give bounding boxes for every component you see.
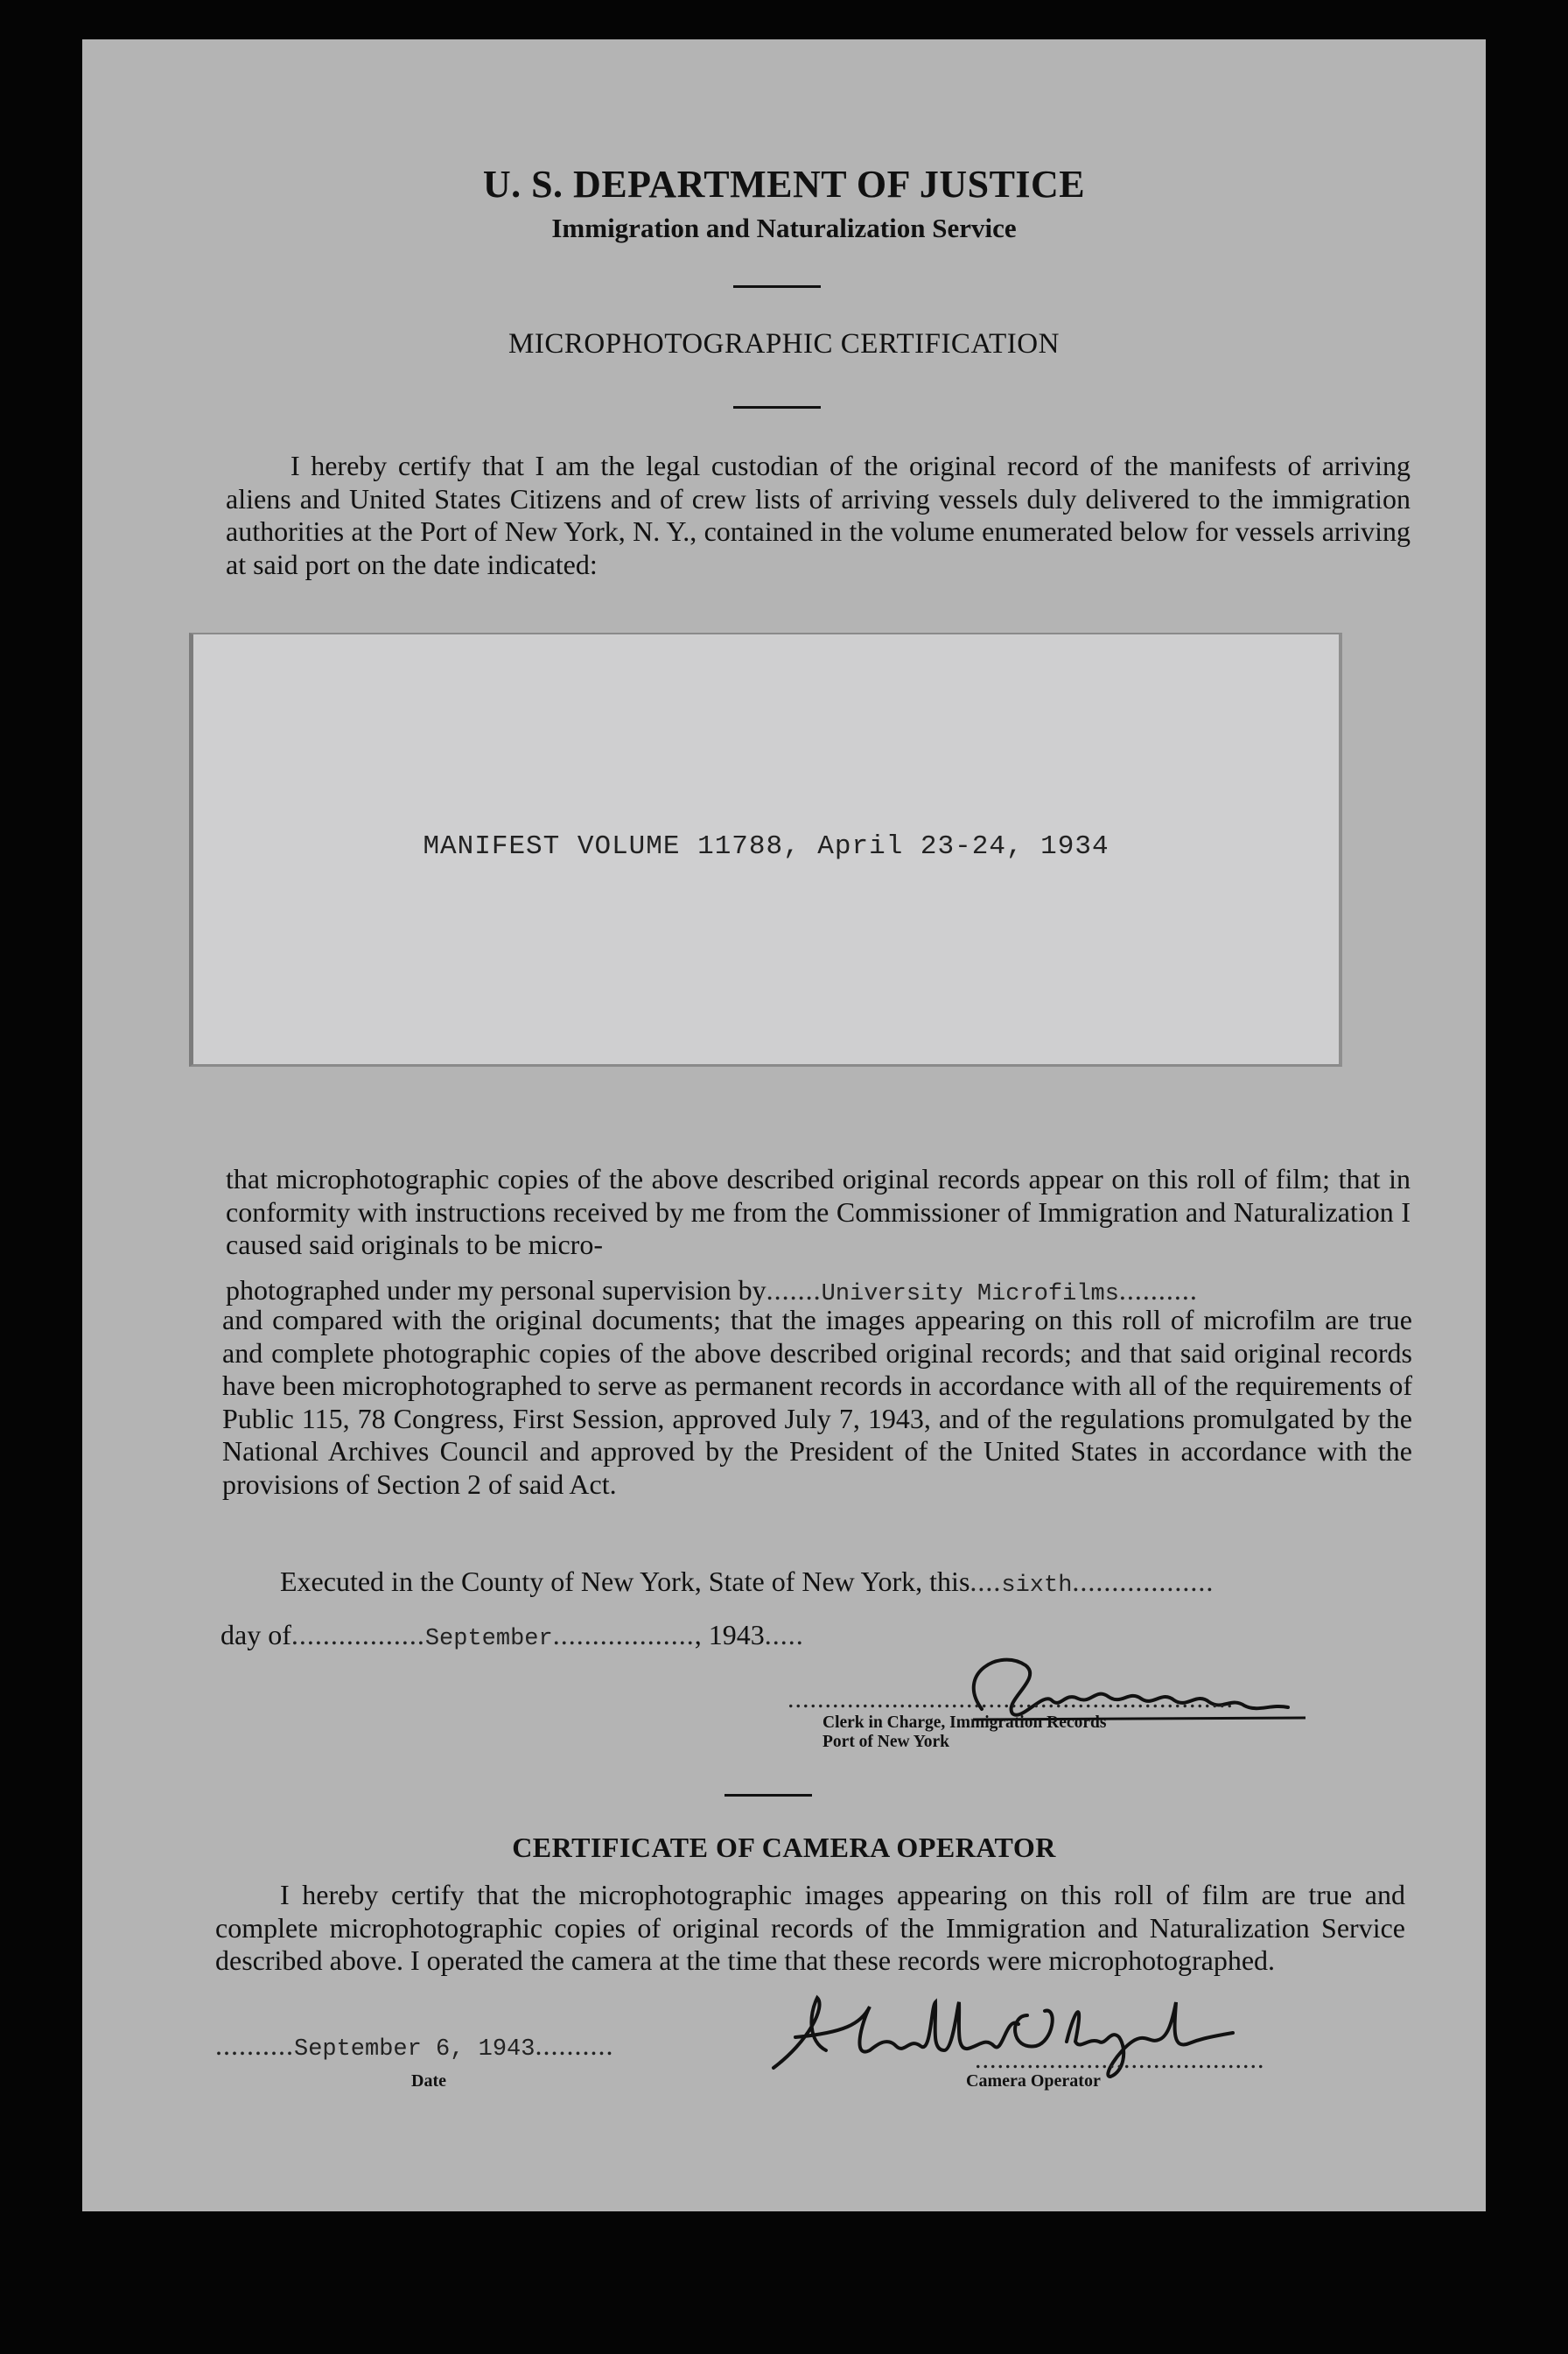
operator-signature-line: ....................................... [975,2045,1265,2074]
volume-text: MANIFEST VOLUME 11788, April 23-24, 1934 [423,831,1110,862]
clerk-title-line1: Clerk in Charge, Immigration Records [822,1713,1107,1732]
department-heading: U. S. DEPARTMENT OF JUSTICE [482,163,1086,206]
clerk-title [822,1713,1106,1752]
service-subheading: Immigration and Naturalization Service [551,213,1017,243]
date-value: September 6, 1943 [294,2036,536,2063]
divider-rule [733,406,821,409]
divider-rule [733,285,821,288]
body-paragraph-start: that microphotographic copies of the above described original records appear on this roll of film; that in conformity with instructions received by me from the Commissioner of Immigration and Naturalization I caused said originals to be micro- [226,1163,1410,1260]
supervision-line: photographed under my personal supervision by.......University Microfilms.......... [226,1274,1198,1307]
clerk-title-line2: Port of New York [822,1733,949,1751]
supervision-prefix: photographed under my personal supervision by [226,1274,766,1306]
date-line: ..........September 6, 1943.......... [215,2029,614,2063]
intro-paragraph: I hereby certify that I am the legal custodian of the original record of the manifests of arriving aliens and United States Citizens and of crew lists of arriving vessels duly delivered to the immigration authorities at the Port of New York, N. Y., contained in the volume enumerated below for vessels arriving at said port on the date indicated: [226,450,1410,580]
year-value: , 1943 [694,1619,765,1650]
divider-rule [724,1794,812,1797]
executed-line: Executed in the County of New York, State of New York, this....sixth.................. [280,1566,1214,1599]
body-paragraph-end: and compared with the original documents; that the images appearing on this roll of microfilm are true and complete photographic copies of the above described original records; and that said original records have been microphotographed to serve as permanent records in accordance with all of the requirements of Public 115, 78 Congress, First Session, approved July 7, 1943, and of the regulations promulgated by the National Archives Council and approved by the President of the United States in accordance with the provisions of Section 2 of said Act. [222,1304,1412,1500]
date-label: Date [411,2071,446,2091]
volume-box [189,633,1342,1067]
month-value: September [424,1626,553,1652]
camera-operator-title: CERTIFICATE OF CAMERA OPERATOR [512,1832,1056,1863]
executed-prefix: Executed in the County of New York, State of New York, this [280,1566,970,1597]
day-of-line: day of.................September.................., 1943..... [220,1619,804,1652]
camera-operator-label: Camera Operator [966,2071,1101,2091]
clerk-signature-line: ............................................................ [788,1685,1234,1713]
certificate-sheet [82,39,1486,2211]
day-of-label: day of [220,1619,291,1650]
certification-title: MICROPHOTOGRAPHIC CERTIFICATION [508,328,1060,360]
camera-operator-paragraph: I hereby certify that the microphotographic images appearing on this roll of film are true and complete microphotographic copies of original records of the Immigration and Naturalization Service described above. I operated the camera at the time that these records were microphotographed. [215,1879,1405,1976]
day-ordinal: sixth [1001,1573,1073,1599]
supervisor-name: University Microfilms [821,1281,1119,1307]
